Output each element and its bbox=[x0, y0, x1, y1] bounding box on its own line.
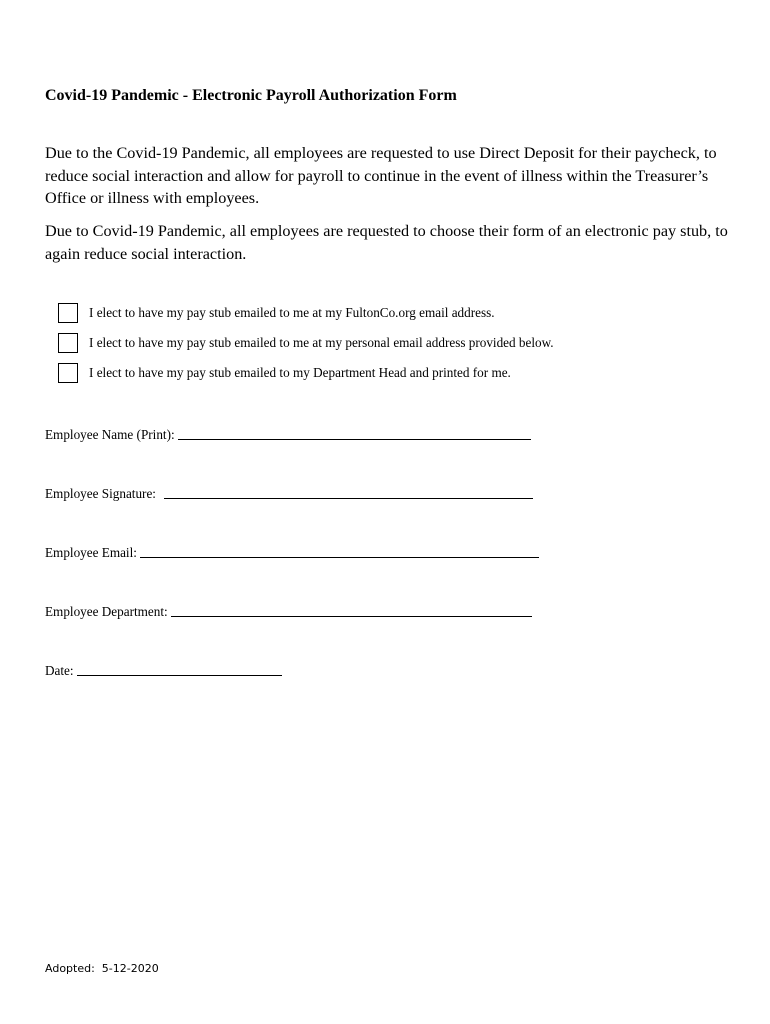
employee-signature-row bbox=[45, 482, 533, 502]
employee-department-field[interactable] bbox=[171, 602, 532, 617]
date-field[interactable] bbox=[77, 661, 282, 676]
department-head-checkbox[interactable] bbox=[58, 363, 78, 383]
employee-name-field[interactable] bbox=[178, 425, 531, 440]
date-label: Date: bbox=[45, 663, 74, 678]
employee-email-row bbox=[45, 541, 539, 561]
fultonco-email-checkbox[interactable] bbox=[58, 303, 78, 323]
option-label: I elect to have my pay stub emailed to my Department Head and printed for me. bbox=[89, 365, 511, 380]
option-department-head bbox=[58, 361, 511, 385]
employee-name-label: Employee Name (Print): bbox=[45, 427, 175, 442]
option-label: I elect to have my pay stub emailed to me at my FultonCo.org email address. bbox=[89, 305, 495, 320]
employee-department-label: Employee Department: bbox=[45, 604, 168, 619]
employee-signature-field[interactable] bbox=[164, 484, 533, 499]
option-fultonco-email bbox=[58, 301, 495, 325]
pay-stub-paragraph: Due to Covid-19 Pandemic, all employees are requested to choose their form of an electronic pay stub, to again reduce social interaction. bbox=[45, 222, 728, 263]
form-title: Covid-19 Pandemic - Electronic Payroll Authorization Form bbox=[45, 87, 457, 104]
employee-department-row bbox=[45, 600, 532, 620]
adopted-date: Adopted: 5-12-2020 bbox=[45, 962, 159, 975]
option-personal-email bbox=[58, 331, 554, 355]
personal-email-checkbox[interactable] bbox=[58, 333, 78, 353]
direct-deposit-paragraph: Due to the Covid-19 Pandemic, all employees are requested to use Direct Deposit for their paycheck, to reduce social interaction and allow for payroll to continue in the event of illness within the Treasurer’s Office or illness with employees. bbox=[45, 144, 717, 207]
employee-name-row bbox=[45, 423, 531, 443]
date-row bbox=[45, 659, 282, 679]
employee-email-label: Employee Email: bbox=[45, 545, 137, 560]
employee-signature-label: Employee Signature: bbox=[45, 486, 156, 501]
option-label: I elect to have my pay stub emailed to me at my personal email address provided below. bbox=[89, 335, 554, 350]
employee-email-field[interactable] bbox=[140, 543, 539, 558]
